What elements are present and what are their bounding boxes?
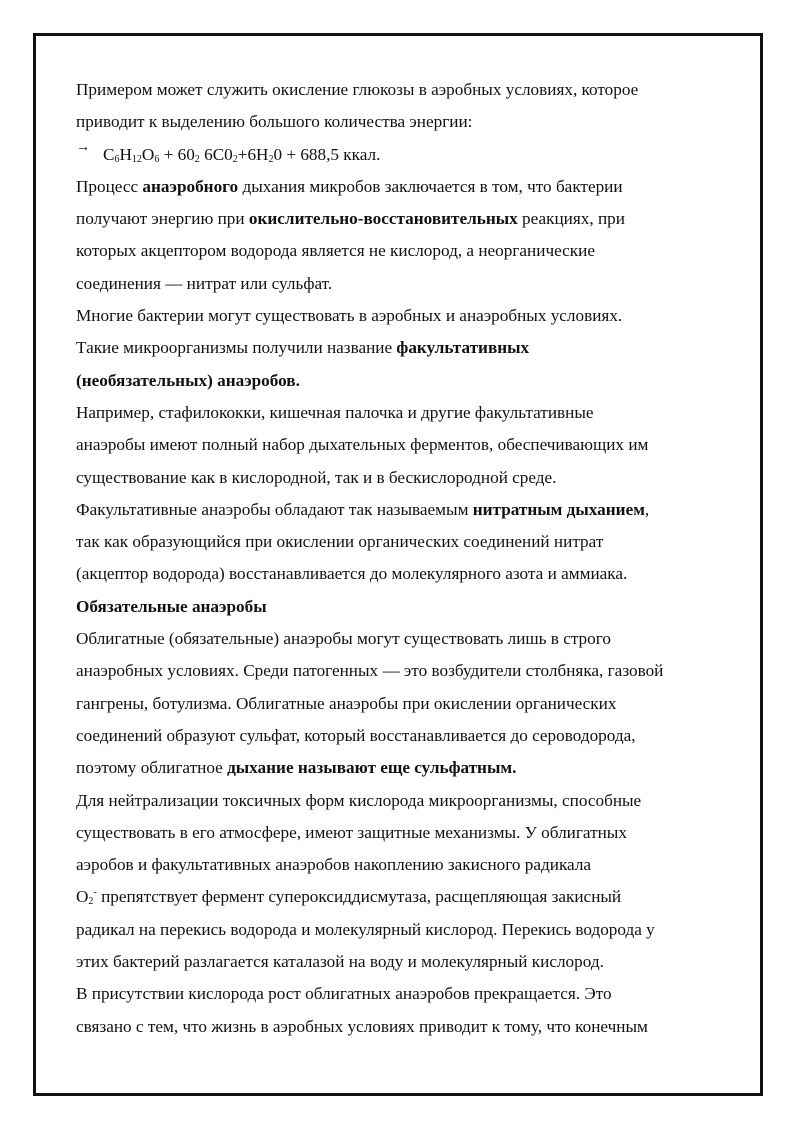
text-line: Облигатные (обязательные) анаэробы могут существовать лишь в строго <box>76 629 611 649</box>
bold-term: дыхание называют еще сульфатным. <box>227 758 517 778</box>
text-line: гангрены, ботулизма. Облигатные анаэробы при окислении органических <box>76 693 617 713</box>
text-line: анаэробы имеют полный набор дыхательных ферментов, обеспечивающих им <box>76 435 649 455</box>
text-line: существование как в кислородной, так и в бескислородной среде. <box>76 467 557 487</box>
glucose-oxidation-formula: → $C_6H_{12}O_6 + 60_2$ $6C0_2+6H_20 + 688,5$ ккал. <box>76 139 731 171</box>
bold-term: окислительно-восстановительных <box>248 209 518 229</box>
text-line: В присутствии кислорода рост облигатных анаэробов прекращается. Это <box>76 984 612 1004</box>
text-line: так как образующийся при окислении органических соединений нитрат <box>76 532 604 552</box>
text-line: поэтому облигатное дыхание называют еще сульфатным. <box>76 758 517 778</box>
text-line <box>76 365 731 397</box>
text-line: $O_2^-$ препятствует фермент супероксиддисмутаза, расщепляющая закисный <box>76 887 622 908</box>
text-line: приводит к выделению большого количества энергии: <box>76 112 473 132</box>
text-line: получают энергию при окислительно-восстановительных реакциях, при <box>76 209 625 229</box>
arrow-icon: → <box>76 139 90 155</box>
text-line: связано с тем, что жизнь в аэробных условиях приводит к тому, что конечным <box>76 1016 648 1036</box>
text-line: радикал на перекись водорода и молекулярный кислород. Перекись водорода у <box>76 919 655 939</box>
bold-term: (необязательных) анаэробов. <box>76 370 300 390</box>
text-line: соединений образуют сульфат, который восстанавливается до сероводорода, <box>76 725 636 745</box>
text-line: Например, стафилококки, кишечная палочка и другие факультативные <box>76 402 594 422</box>
bold-term: нитратным дыханием <box>472 499 645 519</box>
document-body <box>76 74 731 1043</box>
section-heading: Обязательные анаэробы <box>76 596 267 616</box>
text-line: анаэробных условиях. Среди патогенных — это возбудители столбняка, газовой <box>76 661 664 681</box>
text-line: Для нейтрализации токсичных форм кислорода микроорганизмы, способные <box>76 790 642 810</box>
text-line: существовать в его атмосфере, имеют защитные механизмы. У облигатных <box>76 822 627 842</box>
text-line: Примером может служить окисление глюкозы в аэробных условиях, которое <box>76 80 639 99</box>
text-line: этих бактерий разлагается каталазой на воду и молекулярный кислород. <box>76 952 604 972</box>
text-line: которых акцептором водорода является не кислород, а неорганические <box>76 241 595 261</box>
text-line: соединения — нитрат или сульфат. <box>76 273 333 293</box>
text-line: Такие микроорганизмы получили название факультативных <box>76 338 530 358</box>
text-line: Факультативные анаэробы обладают так называемым нитратным дыханием, <box>76 499 650 519</box>
text-line: аэробов и факультативных анаэробов накоплению закисного радикала <box>76 855 592 875</box>
bold-term: анаэробного <box>142 176 239 196</box>
bold-term: факультативных <box>396 338 530 358</box>
text-line: Многие бактерии могут существовать в аэробных и анаэробных условиях. <box>76 306 623 326</box>
text-line: (акцептор водорода) восстанавливается до молекулярного азота и аммиака. <box>76 564 628 584</box>
text-line: Процесс анаэробного дыхания микробов заключается в том, что бактерии <box>76 176 623 196</box>
